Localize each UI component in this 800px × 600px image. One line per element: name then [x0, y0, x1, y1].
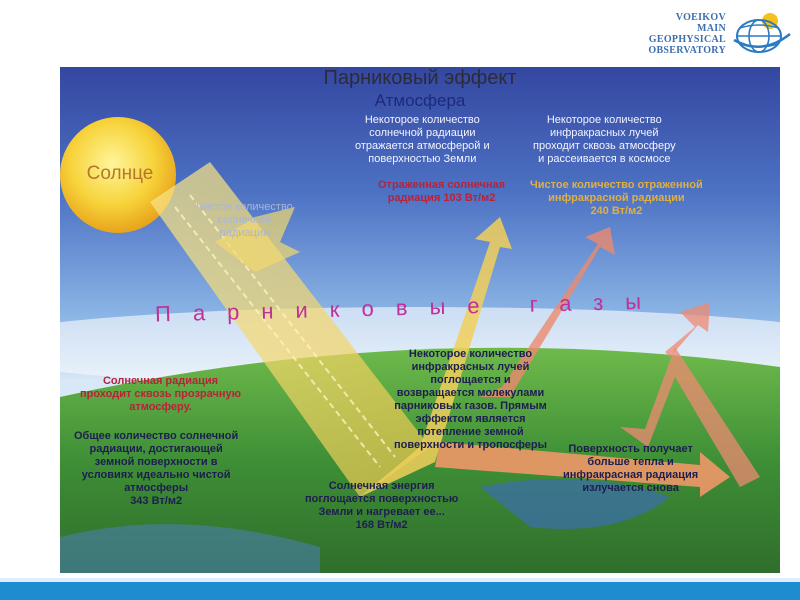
org-name: [648, 12, 726, 56]
org-logo: [648, 10, 792, 58]
org-name-line: OBSERVATORY: [648, 45, 726, 56]
globe-sun-logo-icon: [732, 10, 792, 58]
greenhouse-diagram: [60, 67, 780, 573]
reflected-some-text: Некоторое количество солнечной радиации отражается атмосферой и поверхностью Земли: [355, 114, 490, 165]
footer-bar: [0, 582, 800, 600]
total-solar-text: Общее количество солнечной радиации, достигающей земной поверхности в условиях идеально чистой атмосферы 343 Вт/м2: [74, 430, 239, 507]
surface-more-text: Поверхность получает больше тепла и инфракрасная радиация излучается снова: [563, 443, 699, 494]
ir-some-text: Некоторое количество инфракрасных лучей проходит сквозь атмосферу и рассеивается в космосе: [533, 114, 676, 165]
atmosphere-label: Атмосфера: [374, 91, 466, 110]
solar-pass-text: Солнечная радиация проходит сквозь прозрачную атмосферу.: [80, 375, 242, 413]
org-name-line: GEOPHYSICAL: [648, 34, 726, 45]
sun-label: Солнце: [86, 163, 154, 184]
org-name-line: MAIN: [697, 23, 726, 34]
ir-out-text: Чистое количество отраженной инфракрасной радиации 240 Вт/м2: [530, 179, 703, 217]
ir-absorbed-text: Некоторое количество инфракрасных лучей поглощается и возвращается молекулами парниковых газов. Прямым эффектом является потепление земной поверхности и тропосферы: [394, 348, 548, 451]
net-solar-text: Чистое количество солнечной радиации: [196, 201, 293, 239]
reflected-value-text: Отраженная солнечная радиация 103 Вт/м2: [378, 179, 506, 204]
greenhouse-gases-label: Парниковые газы: [154, 288, 664, 327]
earth-absorb-text: Солнечная энергия поглощается поверхностью Земли и нагревает ее... 168 Вт/м2: [305, 480, 459, 531]
org-name-line: VOEIKOV: [675, 12, 726, 23]
diagram-title: Парниковый эффект: [323, 67, 517, 89]
